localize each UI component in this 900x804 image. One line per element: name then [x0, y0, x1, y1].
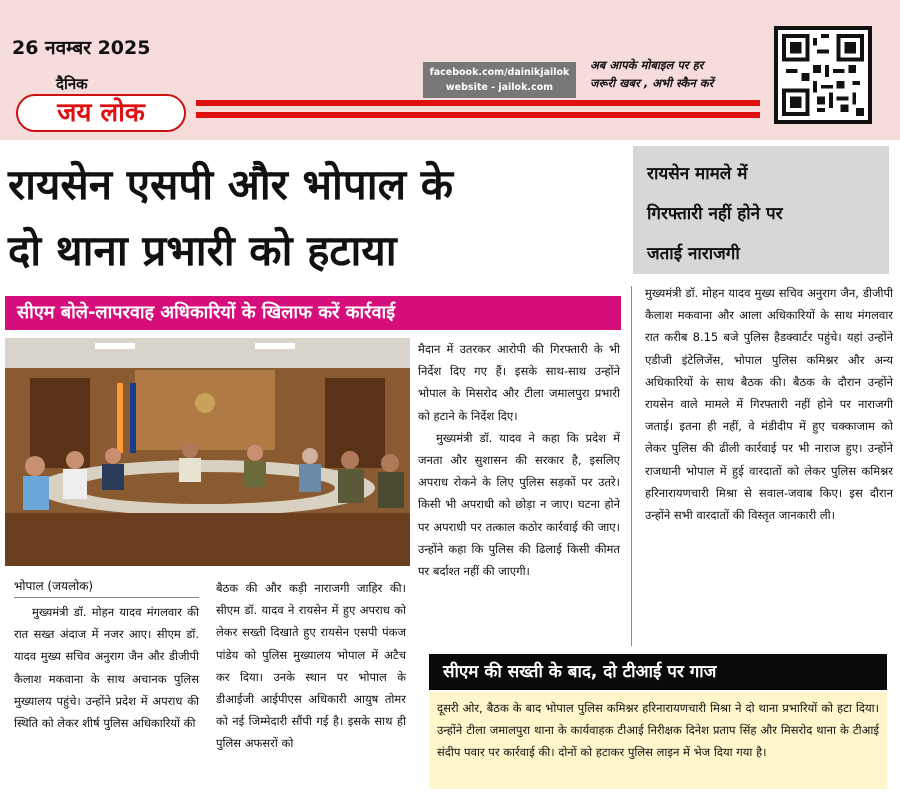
scan-prompt-line2: जरूरी खबर , अभी स्कैन करें — [590, 76, 714, 90]
qr-code-icon[interactable] — [774, 26, 872, 124]
sidebar-title-line2: गिरफ्तारी नहीं होने पर — [647, 204, 783, 224]
social-links-box — [423, 62, 576, 98]
website-link[interactable]: website - jailok.com — [445, 82, 554, 93]
bottom-story-title: सीएम की सख्ती के बाद, दो टीआई पर गाज — [429, 654, 887, 690]
masthead — [0, 0, 900, 140]
article-column-1: मुख्यमंत्री डॉ. मोहन यादव मंगलवार की रात सख्त अंदाज में नजर आए। सीएम डॉ. यादव मुख्य सचिव अनुराग जैन और डीजीपी कैलाश मकवाना के साथ अचानक पुलिस मुख्यालय पहुंचे। उन्होंने प्रदेश में अपराध की स्थिति को लेकर शीर्ष पुलिस अधिकारियों की — [14, 605, 199, 731]
column-3-para-1: मैदान में उतरकर आरोपी की गिरफ्तारी के भी निर्देश दिए गए हैं। इसके साथ-साथ उन्होंने भोपाल के मिसरोद और टीला जमालपुरा प्रभारी को हटाने के निर्देश दिए। — [418, 342, 620, 423]
issue-date: 26 नवम्बर 2025 — [12, 37, 151, 59]
facebook-link[interactable]: facebook.com/dainikjailok — [429, 67, 570, 78]
bottom-story-text: दूसरी ओर, बैठक के बाद भोपाल पुलिस कमिश्नर हरिनारायणचारी मिश्रा ने दो थाना प्रभारियों को हटा दिया। उन्होंने टीला जमालपुरा थाना के कार्यवाहक टीआई निरीक्षक दिनेश प्रताप सिंह और मिसरोद थाना के टीआई संदीप पवार पर कार्रवाई की। दोनों को हटाकर पुलिस लाइन में भेज दिया गया है। — [429, 692, 887, 789]
masthead-red-bars — [196, 100, 760, 124]
sidebar-title-line3: जताई नाराजगी — [647, 244, 740, 264]
column-3-para-2: मुख्यमंत्री डॉ. यादव ने कहा कि प्रदेश में जनता और सुशासन की सरकार है, इसलिए अपराध रोकने के लिए पुलिस सड़कों पर उतरे। किसी भी अपराधी को छोड़ा न जाए। घटना होने पर अपराधी पर तत्काल कठोर कार्रवाई की जाए। उन्होंने कहा कि पुलिस की ढिलाई किसी कीमत पर बर्दाश्त नहीं की जाएगी। — [418, 430, 620, 579]
headline-line1: रायसेन एसपी और भोपाल के — [8, 160, 453, 209]
byline: भोपाल (जयलोक) — [14, 577, 199, 598]
column-divider — [631, 286, 632, 646]
sidebar-text: मुख्यमंत्री डॉ. मोहन यादव मुख्य सचिव अनुराग जैन, डीजीपी कैलाश मकवाना और आला अधिकारियों के साथ मंगलवार रात करीब 8.15 बजे पुलिस हैडक्वार्टर पहुंचे। यहां उन्होंने एडीजी इंटेलिजेंस, भोपाल पुलिस कमिश्नर और अन्य अधिकारियों के साथ बैठक की। बैठक के दौरान उन्होंने रायसेन वाले मामले में गिरफ्तारी नहीं होने पर नाराजगी जताई। इतना ही नहीं, वे मंडीदीप में हुए चक्काजाम को लेकर पुलिस की ढीली कार्रवाई पर भी नाराज हुए। उन्होंने राजधानी भोपाल में हुई वारदातों को लेकर पुलिस कमिश्नर हरिनारायणचारी मिश्रा से सवाल-जवाब किए। इस दौरान उन्होंने सभी वारदातों की विस्तृत जानकारी ली। — [645, 286, 893, 523]
scan-prompt — [590, 56, 758, 92]
newspaper-logo — [10, 72, 188, 134]
meeting-photo — [5, 338, 410, 566]
logo-dainik: दैनिक — [56, 75, 88, 93]
sidebar-title-line1: रायसेन मामले में — [647, 164, 748, 184]
scan-prompt-line1: अब आपके मोबाइल पर हर — [590, 58, 704, 72]
subheadline-bar: सीएम बोले-लापरवाह अधिकारियों के खिलाफ करें कार्रवाई — [5, 296, 621, 330]
logo-name: जय लोक — [16, 94, 186, 132]
sidebar-title-box — [633, 146, 889, 274]
article-column-2: बैठक की और कड़ी नाराजगी जाहिर की। सीएम डॉ. यादव ने रायसेन में हुए अपराध को लेकर सख्ती दिखाते हुए रायसेन एसपी पंकज पांडेय को पुलिस मुख्यालय भोपाल में अटैच कर दिया। उनके स्थान पर भोपाल के डीआईजी आईपीएस अधिकारी आयुष तोमर को नई जिम्मेदारी सौंपी गई है। इसके साथ ही पुलिस अफसरों को — [216, 581, 406, 751]
main-headline — [8, 152, 623, 284]
headline-line2: दो थाना प्रभारी को हटाया — [8, 226, 397, 275]
article-column-3 — [418, 338, 620, 582]
